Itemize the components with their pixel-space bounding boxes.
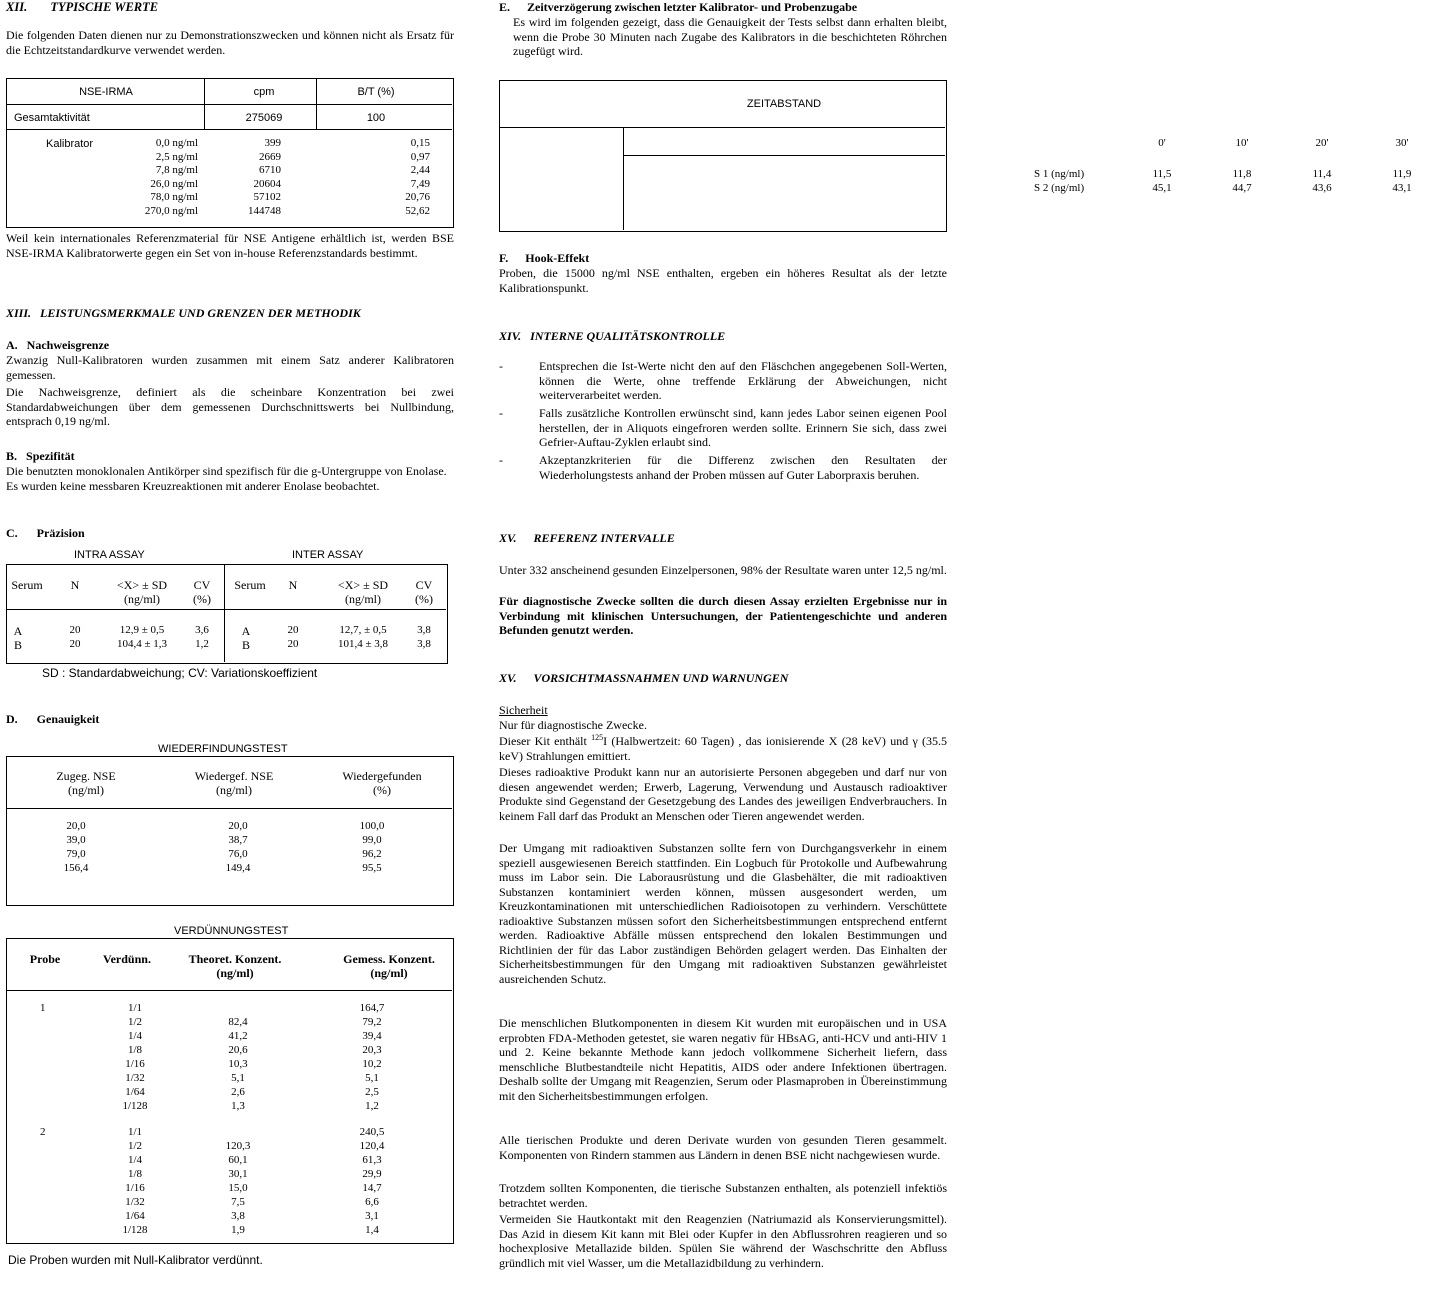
calibrator-bt: 52,62	[405, 204, 430, 217]
qc-item	[499, 406, 947, 452]
probe-number: 1	[40, 1002, 46, 1014]
section-xii-text: Die folgenden Daten dienen nur zu Demonstrationszwecken und können nicht als Ersatz für die Echtzeitstandardkurve verwendet werden.	[6, 28, 454, 57]
recovered-value: 20,0	[228, 820, 248, 832]
measured-conc: 2,5	[365, 1086, 379, 1098]
intra-assay-title: INTRA ASSAY	[74, 549, 145, 561]
subsection-title: Spezifität	[26, 449, 75, 463]
safety-text-6: Alle tierischen Produkte und deren Derivate wurden von gesunden Tieren gesammelt. Komponenten von Rindern stammen aus Ländern in denen BSE nicht nachgewiesen wurde.	[499, 1133, 947, 1162]
section-xiv-heading	[499, 329, 725, 344]
theoretical-conc: 82,4	[228, 1016, 248, 1028]
section-number: XV.	[499, 671, 517, 685]
calibrator-cpm: 57102	[253, 191, 281, 203]
time-value: 43,1	[1392, 182, 1412, 194]
recovered-value: 38,7	[228, 834, 248, 846]
safety-text-4: Der Umgang mit radioaktiven Substanzen sollte fern von Durchgangsverkehr in einem speziell ausgewiesenen Bereich stattfinden. Ein Logbuch für Protokolle und Aufbewahrung muss im Labor sein. Die Laborausrüstung und die Glasbehälter, die mit radioaktiven Substanzen kontaminiert werden können, müssen ausgesondert werden, um Kreuzkontaminationen mit unterschiedlichen Radioisotopen zu verhindern. Verschüttete radioaktive Substanzen müssen sofort den Sicherheitsbestimmungen entsprechend entfernt werden. Radioaktive Abfälle müssen entsprechend den lokalen Bestimmungen und Richtlinien der für das Labor zuständigen Behörden gelagert werden. Das Einhalten der Sicherheitsbestimmungen für den Umgang mit radioaktiven Substanzen gewährleistet ausreichenden Schutz.	[499, 841, 947, 986]
calibrator-cpm: 6710	[259, 164, 281, 176]
time-value: 43,6	[1312, 182, 1332, 194]
dilution-factor: 1/128	[122, 1224, 148, 1236]
measured-conc: 79,2	[362, 1016, 382, 1028]
measured-conc: 1,4	[365, 1224, 379, 1236]
serum-id: B	[241, 638, 250, 652]
section-number: XV.	[499, 531, 517, 545]
recovered-percent: 99,0	[362, 834, 382, 846]
detection-limit-text-2: Die Nachweisgrenze, definiert als die scheinbare Konzentration bei zwei Standardabweichungen über dem gemessenen Durchschnittswerts bei Nullbindung, entsprach 0,19 ng/ml.	[6, 385, 454, 428]
probe-number: 2	[40, 1126, 46, 1138]
time-value: 45,1	[1152, 182, 1172, 194]
serum-id: A	[241, 624, 251, 638]
col-header: N	[288, 578, 298, 592]
calibrator-conc: 78,0 ng/ml	[150, 191, 198, 203]
safety-text-7: Trotzdem sollten Komponenten, die tierische Substanzen enthalten, als potenziell infektiös betrachtet werden.	[499, 1181, 947, 1210]
col-header: (ng/ml)	[216, 783, 252, 797]
reference-text: Unter 332 anscheinend gesunden Einzelpersonen, 98% der Resultate waren unter 12,5 ng/ml.	[499, 563, 947, 577]
col-header: <X> ± SD	[116, 578, 168, 592]
col-header: Gemess. Konzent.	[343, 952, 435, 966]
qc-item-text: Entsprechen die Ist-Werte nicht den auf den Fläschchen angegebenen Soll-Werten, können die Werte, ohne treffende Erklärung der Abweichungen, nicht weiterverarbeitet werden.	[539, 359, 947, 402]
col-header: N	[70, 578, 80, 592]
theoretical-conc: 60,1	[228, 1154, 248, 1166]
section-title: VORSICHTMASSNAHMEN UND WARNUNGEN	[533, 671, 789, 685]
sample-count: 20	[287, 624, 299, 636]
subsection-title: Hook-Effekt	[525, 251, 590, 265]
sample-label: S 1 (ng/ml)	[1034, 168, 1085, 180]
dilution-factor: 1/16	[125, 1182, 145, 1194]
calibrator-conc: 26,0 ng/ml	[150, 177, 198, 190]
table-header: cpm	[253, 86, 275, 98]
subsection-label: A.	[6, 338, 18, 352]
calibrator-cpm: 2669	[259, 150, 281, 163]
bullet-dash: -	[499, 406, 503, 420]
theoretical-conc: 41,2	[228, 1030, 248, 1042]
col-header: Verdünn.	[103, 952, 151, 966]
col-header: Zugeg. NSE	[56, 769, 116, 783]
reference-warning: Für diagnostische Zwecke sollten die durch diesen Assay erzielten Ergebnisse nur in Verbindung mit klinischen Untersuchungen, der Patientengeschichte und anderen Befunden genutzt werden.	[499, 594, 947, 637]
col-header: CV	[193, 578, 211, 592]
section-number: XIV.	[499, 329, 522, 343]
dilution-factor: 1/32	[125, 1072, 145, 1084]
measured-conc: 10,2	[362, 1058, 382, 1070]
section-number: XII.	[6, 0, 28, 14]
col-header: (ng/ml)	[345, 592, 381, 606]
measured-conc: 240,5	[359, 1126, 385, 1138]
calibrator-bt: 7,49	[410, 177, 430, 190]
recovered-value: 149,4	[225, 862, 251, 874]
recovered-percent: 96,2	[362, 848, 382, 860]
subsection-label: C.	[6, 526, 18, 540]
total-bt: 100	[366, 112, 386, 124]
theoretical-conc: 7,5	[231, 1196, 245, 1208]
section-title: LEISTUNGSMERKMALE UND GRENZEN DER METHODIK	[40, 306, 361, 320]
dilution-factor: 1/128	[122, 1100, 148, 1112]
theoretical-conc: 120,3	[225, 1140, 251, 1152]
theoretical-conc: 20,6	[228, 1044, 248, 1056]
dilution-factor: 1/4	[127, 1154, 143, 1166]
subsection-e-heading	[499, 0, 947, 15]
col-header: <X> ± SD	[337, 578, 389, 592]
calibrator-conc: 270,0 ng/ml	[144, 204, 198, 217]
dilution-factor: 1/64	[125, 1086, 145, 1098]
subsection-d-heading	[6, 712, 99, 727]
subsection-c-heading	[6, 526, 85, 541]
subsection-a-heading	[6, 338, 109, 353]
recovery-test-title: WIEDERFINDUNGSTEST	[158, 743, 288, 755]
safety-text-5: Die menschlichen Blutkomponenten in diesem Kit wurden mit europäischen und in USA erprobten FDA-Methoden getestet, sie waren negativ für HBsAG, anti-HCV und anti-HIV 1 und 2. Keine bekannte Methode kann jedoch vollkommene Sicherheit liefern, dass menschliche Blutbestandteile nicht Hepatitis, AIDS oder andere Infektionen übertragen. Deshalb sollte der Umgang mit Reagenzien, Serum oder Plasmaproben in Übereinstimmung mit den Sicherheitsbestimmungen erfolgen.	[499, 1016, 947, 1103]
calibrator-conc: 7,8 ng/ml	[155, 164, 198, 176]
calibrator-conc: 2,5 ng/ml	[155, 150, 198, 163]
mean-sd: 104,4 ± 1,3	[116, 638, 168, 650]
time-column-header: 30'	[1395, 137, 1409, 149]
time-value: 11,5	[1152, 168, 1172, 180]
recovered-value: 76,0	[228, 848, 248, 860]
calibrator-cpm: 20604	[253, 177, 281, 190]
section-xv-heading	[499, 531, 675, 546]
sample-count: 20	[69, 638, 81, 650]
subsection-title: Zeitverzögerung zwischen letzter Kalibrator- und Probenzugabe	[527, 0, 858, 14]
dilution-factor: 1/1	[127, 1002, 143, 1014]
time-value: 11,9	[1392, 168, 1412, 180]
col-header: (%)	[415, 592, 433, 606]
isotope-superscript: 125	[591, 733, 604, 742]
time-interval-title: ZEITABSTAND	[746, 98, 822, 110]
dilution-factor: 1/1	[127, 1126, 143, 1138]
qc-item	[499, 359, 947, 405]
col-header: (ng/ml)	[68, 783, 104, 797]
measured-conc: 120,4	[359, 1140, 385, 1152]
col-header: (ng/ml)	[124, 592, 160, 606]
dilution-factor: 1/32	[125, 1196, 145, 1208]
dilution-factor: 1/16	[125, 1058, 145, 1070]
col-header: Serum	[234, 578, 266, 592]
theoretical-conc: 1,9	[231, 1224, 245, 1236]
recovered-percent: 95,5	[362, 862, 382, 874]
theoretical-conc: 1,3	[231, 1100, 245, 1112]
col-header: (ng/ml)	[216, 966, 254, 980]
theoretical-conc: 2,6	[231, 1086, 245, 1098]
cv-value: 3,6	[195, 624, 209, 636]
calibrator-conc: 0,0 ng/ml	[155, 137, 198, 149]
dilution-factor: 1/64	[125, 1210, 145, 1222]
subsection-b-heading	[6, 449, 75, 464]
col-header: Probe	[29, 952, 61, 966]
time-delay-text: Es wird im folgenden gezeigt, dass die Genauigkeit der Tests selbst dann erhalten bleibt, wenn die Probe 30 Minuten nach Zugabe des Kalibrators in die beschichteten Röhrchen zugefügt wird.	[513, 15, 947, 58]
calibrator-bt: 0,15	[410, 137, 430, 149]
col-header: (%)	[193, 592, 211, 606]
col-header: (%)	[373, 783, 391, 797]
safety-heading: Sicherheit	[499, 703, 548, 717]
calibrator-cpm: 399	[264, 137, 281, 149]
section-xiii-heading	[6, 306, 454, 321]
safety-text-3: Dieses radioaktive Produkt kann nur an autorisierte Personen abgegeben und darf nur von diesen angewendet werden; Erwerb, Lagerung, Verwendung und Austausch radioaktiver Produkte sind Gegenstand der Gesetzgebung des Landes des jeweiligen Endverbrauchers. In keinem Fall darf das Produkt an Menschen oder Tieren angewendet werden.	[499, 765, 947, 823]
section-title: INTERNE QUALITÄTSKONTROLLE	[530, 329, 726, 343]
table-header: NSE-IRMA	[79, 86, 133, 98]
calibrator-bt: 20,76	[405, 191, 430, 203]
time-value: 11,4	[1312, 168, 1332, 180]
calibrator-cpm: 144748	[248, 204, 281, 217]
bullet-dash: -	[499, 359, 503, 373]
serum-id: A	[13, 624, 23, 638]
inter-assay-title: INTER ASSAY	[292, 549, 364, 561]
safety-text-1: Nur für diagnostische Zwecke.	[499, 718, 647, 732]
section-number: XIII.	[6, 306, 32, 320]
added-value: 39,0	[66, 834, 86, 846]
qc-item-text: Falls zusätzliche Kontrollen erwünscht sind, kann jedes Labor seinen eigenen Pool herstellen, der in Aliquots eingefroren werden sollte. Erinnern Sie sich, dass zwei Gefrier-Auftau-Zyklen erlaubt sind.	[539, 406, 947, 449]
time-column-header: 10'	[1235, 137, 1249, 149]
mean-sd: 12,9 ± 0,5	[119, 624, 165, 636]
col-header: (ng/ml)	[370, 966, 408, 980]
col-header: Wiedergef. NSE	[194, 769, 274, 783]
dilution-note: Die Proben wurden mit Null-Kalibrator verdünnt.	[8, 1253, 263, 1267]
mean-sd: 12,7, ± 0,5	[339, 624, 387, 636]
hook-effect-text: Proben, die 15000 ng/ml NSE enthalten, ergeben ein höheres Resultat als der letzte Kalibrationspunkt.	[499, 266, 947, 295]
dilution-factor: 1/2	[127, 1140, 143, 1152]
theoretical-conc: 10,3	[228, 1058, 248, 1070]
time-value: 44,7	[1232, 182, 1252, 194]
text-part: I (Halbwertzeit: 60 Tagen) , das ionisierende X (28 keV) und γ (35.5 keV) Strahlungen emittiert.	[499, 734, 948, 763]
subsection-label: D.	[6, 712, 18, 726]
detection-limit-text-1: Zwanzig Null-Kalibratoren wurden zusammen mit einem Satz anderer Kalibratoren gemessen.	[6, 353, 454, 382]
table-header: B/T (%)	[357, 86, 395, 98]
safety-text-8: Vermeiden Sie Hautkontakt mit den Reagenzien (Natriumazid als Konservierungsmittel). Das Azid in diesem Kit kann mit Blei oder Kupfer in den Abflussrohren reagieren und so hochexplosive Metallazide bilden. Spülen Sie während der Waschschritte den Abfluss gründlich mit viel Wasser, um die Metallazidbildung zu verhindern.	[499, 1212, 947, 1270]
time-value: 11,8	[1232, 168, 1252, 180]
added-value: 20,0	[66, 820, 86, 832]
section-xii-heading	[6, 0, 454, 15]
subsection-title: Genauigkeit	[36, 712, 100, 726]
theoretical-conc: 3,8	[231, 1210, 245, 1222]
subsection-f-heading	[499, 251, 589, 266]
subsection-label: F.	[499, 251, 509, 265]
specificity-text: Die benutzten monoklonalen Antikörper sind spezifisch für die g-Untergruppe von Enolase. Es wurden keine messbaren Kreuzreaktionen mit anderer Enolase beobachtet.	[6, 464, 447, 493]
safety-text-2	[499, 734, 947, 763]
measured-conc: 1,2	[365, 1100, 379, 1112]
qc-item	[499, 453, 947, 499]
reference-note: Weil kein internationales Referenzmaterial für NSE Antigene erhältlich ist, werden BSE NSE-IRMA Kalibratorwerte gegen ein Set von in-house Referenzstandards bestimmt.	[6, 231, 454, 260]
dilution-factor: 1/8	[127, 1168, 143, 1180]
dilution-test-title: VERDÜNNUNGSTEST	[174, 925, 289, 937]
total-cpm: 275069	[245, 112, 283, 124]
section-xv-warnings-heading	[499, 671, 788, 686]
col-header: Serum	[11, 578, 43, 592]
measured-conc: 14,7	[362, 1182, 382, 1194]
theoretical-conc: 30,1	[228, 1168, 248, 1180]
dilution-factor: 1/4	[127, 1030, 143, 1042]
measured-conc: 3,1	[365, 1210, 379, 1222]
mean-sd: 101,4 ± 3,8	[337, 638, 389, 650]
sample-count: 20	[287, 638, 299, 650]
measured-conc: 164,7	[359, 1002, 385, 1014]
section-title: REFERENZ INTERVALLE	[533, 531, 675, 545]
measured-conc: 39,4	[362, 1030, 382, 1042]
sample-count: 20	[69, 624, 81, 636]
time-column-header: 0'	[1158, 137, 1166, 149]
subsection-label: E.	[499, 0, 511, 14]
serum-id: B	[13, 638, 22, 652]
sample-label: S 2 (ng/ml)	[1034, 182, 1085, 194]
subsection-title: Präzision	[36, 526, 85, 540]
measured-conc: 61,3	[362, 1154, 382, 1166]
col-header: CV	[415, 578, 433, 592]
col-header: Theoret. Konzent.	[188, 952, 282, 966]
calibrator-bt: 0,97	[410, 150, 430, 163]
cv-value: 3,8	[417, 638, 431, 650]
precision-footnote: SD : Standardabweichung; CV: Variationskoeffizient	[42, 666, 318, 680]
total-activity-label: Gesamtaktivität	[14, 112, 90, 124]
measured-conc: 20,3	[362, 1044, 382, 1056]
measured-conc: 6,6	[365, 1196, 379, 1208]
text-part: Dieser Kit enthält	[499, 734, 592, 748]
added-value: 79,0	[66, 848, 86, 860]
calibrator-label: Kalibrator	[46, 138, 94, 150]
time-column-header: 20'	[1315, 137, 1329, 149]
subsection-label: B.	[6, 449, 18, 463]
subsection-title: Nachweisgrenze	[26, 338, 110, 352]
added-value: 156,4	[63, 862, 89, 874]
calibrator-bt: 2,44	[410, 164, 430, 176]
measured-conc: 5,1	[365, 1072, 379, 1084]
col-header: Wiedergefunden	[342, 769, 422, 783]
dilution-factor: 1/2	[127, 1016, 143, 1028]
theoretical-conc: 5,1	[231, 1072, 245, 1084]
qc-item-text: Akzeptanzkriterien für die Differenz zwischen den Resultaten der Wiederholungstests anhand der Proben müssen auf Guter Laborpraxis beruhen.	[539, 453, 947, 482]
dilution-factor: 1/8	[127, 1044, 143, 1056]
measured-conc: 29,9	[362, 1168, 382, 1180]
bullet-dash: -	[499, 453, 503, 467]
section-title: TYPISCHE WERTE	[50, 0, 159, 14]
cv-value: 1,2	[195, 638, 209, 650]
theoretical-conc: 15,0	[228, 1182, 248, 1194]
cv-value: 3,8	[417, 624, 431, 636]
recovered-percent: 100,0	[359, 820, 385, 832]
